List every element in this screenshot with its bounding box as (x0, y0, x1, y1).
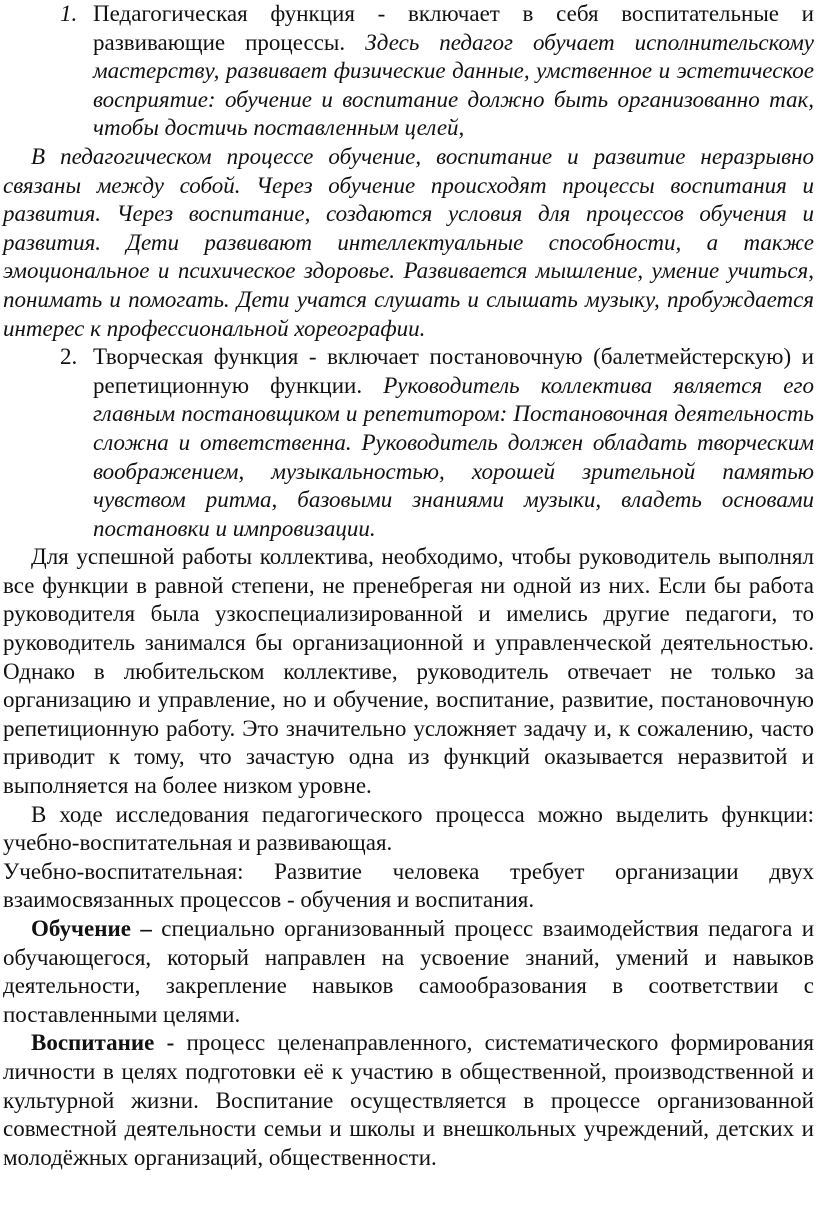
item-title: Педагогическая функция - включает в себя воспитательные и развивающие процессы. (93, 1, 814, 55)
paragraph-research: В ходе исследования педагогического процесса можно выделить функции: учебно-воспитательная и развивающая. (3, 801, 814, 856)
definition-text: процесс целенаправленного, систематического формирования личности в целях подготовки её к участию в общественной, производственной и культурной жизни. Воспитание осуществляется в процессе организованной совместной деятельности семьи и школы и внешкольных учреждений, детских и молодёжных организаций, общественности. (3, 1030, 814, 1170)
paragraph-educational: Учебно-воспитательная: Развитие человека требует организации двух взаимосвязанных процессов - обучения и воспитания. (3, 858, 814, 913)
paragraph-leader-functions: Для успешной работы коллектива, необходимо, чтобы руководитель выполнял все функции в равной степени, не пренебрегая ни одной из них. Если бы работа руководителя была узкоспециализированной и имелись другие педагоги, то руководитель занимался бы организационной и управленческой деятельностью. Однако в любительском коллективе, руководитель отвечает не только за организацию и управление, но и обучение, воспитание, развитие, постановочную репетиционную работу. Это значительно усложняет задачу и, к сожалению, часто приводит к тому, что зачастую одна из функций оказывается неразвитой и выполняется на более низком уровне. (3, 544, 814, 799)
definition-learning (3, 915, 814, 1029)
item-italic-text: Здесь педагог обучает исполнительскому мастерству, развивает физические данные, умственное и эстетическое восприятие: обучение и воспитание должно быть организованно так, чтобы достичь поставленным целей, (93, 29, 815, 141)
definition-term: Обучение – (31, 916, 152, 941)
list-number: 1. (60, 1, 78, 26)
definition-term: Воспитание - (31, 1030, 175, 1056)
paragraph-pedagogical-process: В педагогическом процессе обучение, воспитание и развитие неразрывно связаны между собой. Через обучение происходят процессы воспитания и развития. Через воспитание, создаются условия для процессов обучения и развития. Дети развивают интеллектуальные способности, а также эмоциональное и психическое здоровье. Развивается мышление, умение учиться, понимать и помогать. Дети учатся слушать и слышать музыку, пробуждается интерес к профессиональной хореографии. (3, 143, 814, 341)
list-item-creative-function (3, 343, 814, 543)
definition-text: специально организованный процесс взаимодействия педагога и обучающегося, который направлен на усвоение знаний, умений и навыков деятельности, закрепление навыков самообразования в соответствии с поставленными целями. (3, 916, 815, 1027)
item-italic-text: Руководитель коллектива является его главным постановщиком и репетитором: Постановочная деятельность сложна и ответственна. Руководитель должен обладать творческим воображением, музыкальностью, хорошей зрительной памятью чувством ритма, базовыми знаниями музыки, владеть основами постановки и импровизации. (93, 372, 814, 541)
list-number: 2. (60, 344, 78, 370)
list-item-pedagogical-function (3, 0, 814, 143)
item-title: Творческая функция - включает постановочную (балетмейстерскую) и репетиционную функции. (93, 344, 814, 398)
definition-upbringing (3, 1029, 814, 1172)
